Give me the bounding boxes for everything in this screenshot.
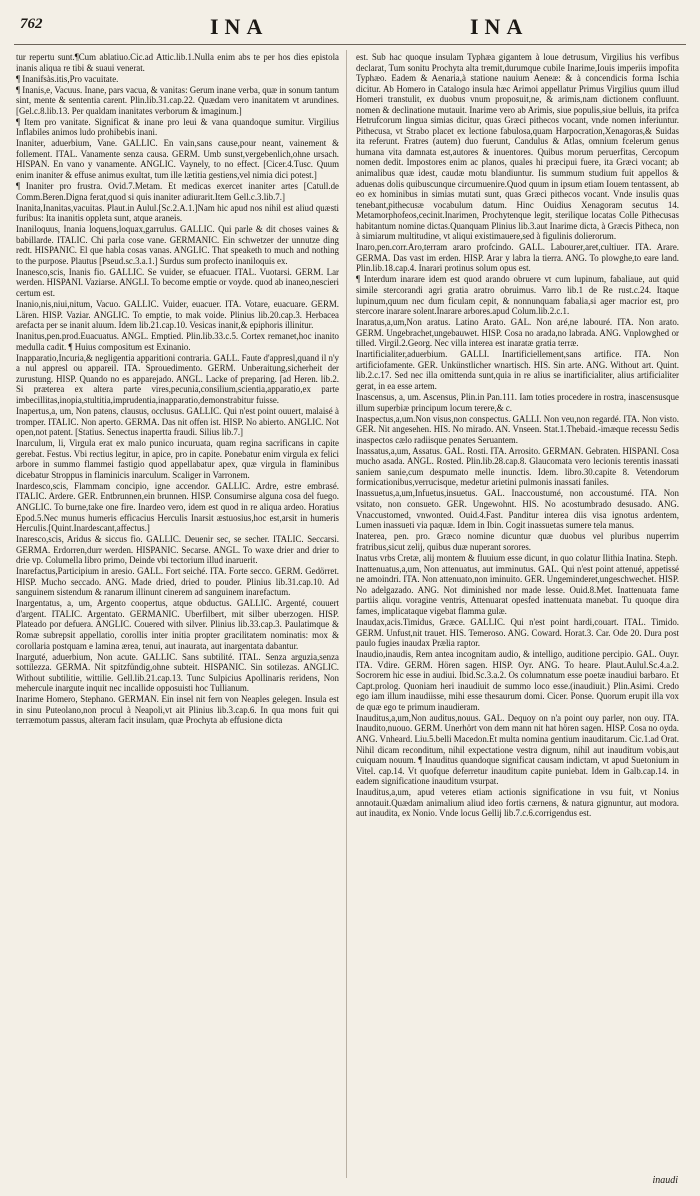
header-rule [14, 44, 686, 45]
dictionary-entry: Inattenuatus,a,um, Non attenuatus, aut imminutus. GAL. Qui n'est point attenué, appetissé ne amoindri. ITA. Non attenuato,non iminuito. GER. Ungeminderet,ungeschwechet. HISP. No adelgazado. ANG. Not diminished nor made lesse. Ouid.8.Met. Inattenuata fame partiis aliqu. voragine ventris, Attenuarat opesfed inattenuata manebat. Tu quoque dira fames, implicataque vigebat flamma gulæ. [356, 563, 679, 616]
dictionary-entry: Inanita,Inanitas,vacuitas. Plaut.in Aulul.[Sc.2.A.1.]Nam hic apud nos nihil est aliud quæsti furibus: Ita inanitis oppleta sunt, atque araneis. [16, 202, 339, 224]
dictionary-entry: Inardesco,scis, Flammam concipio, igne accendor. GALLIC. Ardre, estre embrasé. ITALIC. Ardere. GER. Entbrunnen,ein brunnen. HISP. Consumirse alguna cosa del fuego. ANGLIC. To burne,take one fire. Inardeo vero, idem est quod in re aliqua ardeo. Horatius Epod.5.Nec munus humeris efficacius Herculis Inarsit æstuosius,hoc est,arsit in humeris Herculis.[Quint.Inardescant,affectus.] [16, 480, 339, 534]
dictionary-entry: tur repertu sunt.¶Cum ablatiuo.Cic.ad Attic.lib.1.Nulla enim abs te per hos dies epistola inanis aliqua re tibi & suaui venerat. [16, 52, 339, 73]
dictionary-entry: Inargentatus, a, um, Argento coopertus, atque obductus. GALLIC. Argenté, couuert d'argent. ITALIC. Argentato. GERMANIC. Uberfilbert, mit silber uberzogen. HISP. Plateado por defuera. ANGLIC. Couered with silver. Plinius lib.33.cap.3. Paulatimque & Romæ subrepsit appellatio, corollis inter initia propter gracilitatem nominatis: mox & corollaria postquam e lamina ærea, tenui, aut inaurata, aut inargentata dabantur. [16, 598, 339, 651]
dictionary-entry: Inassatus,a,um, Assatus. GAL. Rosti. ITA. Arrosito. GERMAN. Gebraten. HISPANI. Cosa mucho asada. ANGL. Rosted. Plin.lib.28.cap.8. Glaucomata vero lecionis terentis inassati saniem sanie,cum despumato melle inunctis. Idem. libro.30.capite 8. Vetendorum formicationibus,verrucisque, medetur arietini pulmonis inassati faniles. [356, 445, 679, 488]
catchword: inaudi [652, 1175, 678, 1186]
column-divider [346, 50, 347, 1178]
left-column [16, 52, 339, 1177]
dictionary-entry: Inascensus, a, um. Ascensus, Plin.in Pan.111. Iam toties procedere in rostra, inascensusque illum superbiæ principum locum terere,& c. [356, 392, 679, 413]
dictionary-entry: Inapparatio,Incuria,& negligentia apparitioni contraria. GALL. Faute d'appresl,quand il n'y a nul appresl ou appareil. ITA. Sprouedimento. GERM. Unberaitung,sicherheit der zurustung. HISP. Quando no es apparejado. ANGL. Lacke of preparing. [ad Heren. lib.2. Si præterea ex altera parte vires,pecunia,consilium,scientia,apparatio,ex parte imbecillitas,inopia,stultitia,imprudentia,inapparatio,demonstrabitur fuisse. [16, 352, 339, 405]
dictionary-entry: Inaspectus,a,um.Non visus,non conspectus. GALLI. Non veu,non regardé. ITA. Non visto. GER. Nit angesehen. HIS. No mirado. AN. Vnseen. Stat.1.Thebaid.-imæque recessu Sedis inaspectos cælo radiisque penates Seruantem. [356, 413, 679, 445]
dictionary-entry: Inarguté, aduerbium, Non acute. GALLIC. Sans subtilité. ITAL. Senza arguzia,senza sottilezza. GERMA. Nit spitzfündig,ohne subteit. HISPANIC. Sin sotilezas. ANGLIC. Without subtilitie, wittilie. Gell.lib.21.cap.13. Tunc Sulpicius Apollinaris reridens, Non mehercule inargute inquit nec incallide opposuisti hoc Tullianum. [16, 651, 339, 694]
dictionary-entry: ¶ Inaniter pro frustra. Ovid.7.Metam. Et medicas exercet inaniter artes [Catull.de Comm.Beren.Digna ferat,quod si quis inaniter adiurarit.Item Gell.c.3.lib.7.] [16, 181, 339, 202]
dictionary-entry: Inauditus,a,um, apud veteres etiam actionis significatione in vsu fuit, vt Nonius annotauit.Quædam animalium aliud ideo fortis cærnens, & natura gignuntur, aut modora. aut inaudita, ex Nonio. Vnde locus Gellij lib.7.c.6.corrigendus est. [356, 787, 679, 819]
dictionary-entry: Inassuetus,a,um,Infuetus,insuetus. GAL. Inaccoustumé, non accoustumé. ITA. Non vsitato, non consueto. GER. Ungewohnt. HIS. No acostumbrado desusado. ANG. Vnaccustomed, vnwonted. Ouid.4.Fast. Panditur interea diis visa ignotus ardentem, Lumen inassueti via paquæ. Idem in Ibin. Cogit inassuetas sumere tela manus. [356, 488, 679, 531]
dictionary-entry: Inaterea, pen. pro. Græco nomine dicuntur quæ duobus vel pluribus nuperrim fratribus,sicut zelij, quibus duæ nuperant sorores. [356, 531, 679, 552]
dictionary-entry: Inaresco,scis, Aridus & siccus fio. GALLIC. Deuenir sec, se secher. ITALIC. Seccarsi. GERMA. Erdorren,durr werden. HISPANIC. Secarse. ANGL. To waxe drier and drier to drie vp. Columella libro primo, Deinde vbi tectorium illud inaruerit. [16, 534, 339, 566]
dictionary-entry: Inauditus,a,um,Non auditus,nouus. GAL. Dequoy on n'a point ouy parler, non ouy. ITA. Inaudito,nuouo. GERM. Unerhört von dem mann nit hat hören sagen. HISP. Cosa no oyda. ANG. Vnheard. Liu.5.belli Macedon.Et multa nomina gentium inauditarum. Cic.1.ad Orat. Nihil dicam reconditum, nihil expectatione vestra dignum, nihil aut inauditum vobis,aut cuiquam nouum. ¶ Inauditus quandoque significat causam indictam, vt apud Suetonium in Vitel. cap.14. Vt quofque deferretur inauditum capite puniebat. Idem in Galb.cap.14. in eadem significatione inauditum vsurpat. [356, 712, 679, 787]
dictionary-entry: Inapertus,a, um, Non patens, clausus, occlusus. GALLIC. Qui n'est point ouuert, malaisé à tromper. ITALIC. Non aperto. GERMA. Das nit offen ist. HISP. No abierto. ANGLIC. Not open,not patent. [Statius. Senectus inapertta fraudi. Silius lib.7.] [16, 406, 339, 438]
running-head-right: INA [470, 14, 529, 39]
dictionary-entry: ¶ Inanifsàs.itis,Pro vacuitate. [16, 73, 119, 84]
dictionary-entry: Inanitus,pen.prod.Euacuatus. ANGL. Emptied. Plin.lib.33.c.5. Cortex remanet,hoc inanito medulla cadit. ¶ Huius compositum est Exinanio. [16, 331, 339, 352]
dictionary-entry: Inaro,pen.corr.Aro,terram araro profcindo. GALL. Labourer,aret,cultiuer. ITA. Arare. GERMA. Das vast im erden. HISP. Arar y labra la tierra. ANG. To plowghe,to eare land. Plin.lib.18.cap.4. Inarari protinus solum opus est. [356, 242, 679, 274]
running-head-left: INA [210, 14, 269, 39]
right-column [356, 52, 679, 1177]
dictionary-entry: Inaniloquus, Inania loquens,loquax,garrulus. GALLIC. Qui parle & dit choses vaines & babillarde. ITALIC. Chi parla cose vane. GERMANIC. Ein schwetzer der unnutze ding redt. HISPANIC. El que habla cosas vanas. ANGLIC. That speaketh to much and nothing to the purpose. Plautus [Pseud.sc.3.a.1.] Surdus sum profecto inaniloquis ex. [16, 224, 339, 266]
dictionary-entry: Inaudio,inaudis, Rem antea incognitam audio, & intelligo, auditione percipio. GAL. Ouyr. ITA. Vdire. GERM. Hören sagen. HISP. Oyr. ANG. To heare. Plaut.Aulul.Sc.4.a.2. Socrorem hic esse in audiui. Ibid.Sc.3.a.2. Os columnatum esse poetæ inaudiui barbaro. Et Capt.prolog. Quoniam heri inaudiuit de summo loco esse.(inaudiuit.) Plin.Asimi. Credo ego iam illum inaudiisse, mihi esse thesaurum domi. Cicer. Ponse. Quorum erupit illa vox de quæ ego te primum inaudieram. [356, 649, 679, 712]
dictionary-entry: Inaudax,acis.Timidus, Græce. GALLIC. Qui n'est point hardi,couart. ITAL. Timido. GERM. Unfust,nit trauet. HIS. Temeroso. ANG. Coward. Horat.3. Car. Ode 20. Dura post paulo fugies inaudax Prælia raptor. [356, 616, 679, 649]
dictionary-entry: Inatus vrbs Cretæ, alij montem & fluuium esse dicunt, in quo colatur Ilithia Inatina. Steph. [356, 552, 678, 563]
dictionary-entry: ¶ Interdum inarare idem est quod arando obruere vt cum lupinum, fabaliaue, aut quid simile stercorandi agri gratia aratro obruimus. Varro lib.1 de Re rust.c.24. Itaque lupinum,quum nec dum ficulam cepit, & nonnunquam fabalia,si ager macrior est, pro stercore inarare solent.Inarare arbores.apud Colum.lib.2.c.1. [356, 274, 679, 317]
page-number: 762 [20, 16, 43, 32]
dictionary-entry: Inarefactus,Participium in aresio. GALL. Fort seiché. ITA. Forte secco. GERM. Gedörret. HISP. Mucho seccado. ANG. Made dried, dried to pouder. Plinius lib.31.cap.10. Ad sanguinem sistendum & ranarum illinunt cinerem ad sanguinem inarefactum. [16, 566, 339, 598]
dictionary-entry: Inarculum, li, Virgula erat ex malo punico incuruata, quam regina sacrificans in capite gerebat. Festus. Vbi rectius legitur, in apice, pro in capite. Ponebatur enim virgula ex felici arbore in summo flammei fastigio quod appellabatur apex, quæ virgula in flaminibus dicebatur Stroppus in flaminicis inarculum. Scaliger in Varronem. [16, 438, 339, 480]
dictionary-entry: Inanesco,scis, Inanis fio. GALLIC. Se vuider, se efuacuer. ITAL. Vuotarsi. GERM. Lar werden. HISPANI. Vaziarse. ANGLI. To become emptie or voyde. quod ab inaneo,nescieri certum est. [16, 266, 339, 299]
dictionary-entry: Inaniter, aduerbium, Vane. GALLIC. En vain,sans cause,pour neant, vainement & follement. ITAL. Vanamente senza causa. GERM. Umb sunst,vergebenlich,ohne ursach. HISPAN. En vano y vanamente. ANGLIC. Vaynely, to no effect. [Cicer.4.Tusc. Quum enim inaniter & effuse animus exultat, tum ille lætitia gestiens,vel nimia dici potest.] [16, 138, 339, 181]
dictionary-entry: Inarime Homero, Stephano. GERMAN. Ein insel nit fern von Neaples gelegen. Insula est in sinu Puteolano,non procul à Neapoli,vt ait Plinius lib.3.cap.6. In qua mons fuit qui terræmotum passus, alteram facit insulam, quæ Prochyta ab effusione dicta [16, 694, 339, 726]
dictionary-entry: Inartificialiter,aduerbium. GALLI. Inartificiellement,sans artifice. ITA. Non artificiofamente. GER. Unkünstlicher wnartisch. HIS. Sin arte. ANG. Without art. Quint. lib.2.c.17. Sed nec illa omittenda sunt,quia in re alius se inartificialiter, alius artificialiter gerat, in ea esse artem. [356, 349, 679, 391]
dictionary-entry: est. Sub hac quoque insulam Typhæa gigantem à loue detrusum, Virgilius his verfibus declarat, Tum sonitu Prochyta alta tremit,durumque cubile Inarime,Iouis imperiis impofita Typhæo. Eadem & Aenaria,à statione nauium Aeneæ: & à concendicis forma Ischia dicitur. Ab Homero in Catalogo insula hæc Arimoi appellatur Primus Virgilius quum illud Homeri transtulit, ex duobus vnum proposuit,ne, & arimis,nam dictionem confluunt. nomen & declinatione mutauit. Inarime vero ab Arimis, siue populis,siue belluis, ita prifca Hetrufcorum lingua simias dicitur, quas Græci pithecos vocant, vnde nomen inferiuntur. Pithecusa, vt Strabo placet ex lectione fabulosa,quam Harpocration,Xenagoras,& Suidas ita referunt. Fratres (autem) duo fuerunt, Candulus & Atlas, omnium fcelerum genus humana vita damnata est,autores & inuentores. Quibus morum peruerfitas, Cercopum nomen dedit. Impostores enim ac planos, quales hi præcipui fuere, ita Græci vocant; ab animalibus quæ idest, caudæ motu blandiuntur. Iis summum studium fuit appellos & aduenas dolis quibuscunque circumuenire.Quod quum in ipsum etiam Iouem tentassent, ab eo ex hominibus in simias mutati sunt, quas Græci pithecos vocant. Vnde insulis quas tenebant,pithecusæ vocabulum datum. Hinc Ouidius Xenagoram secutus 14. Metamorphofeos,cecinit.Inarimen, Prochytenque legit, sterilique locatas Colle Pithecusas habitantum nomine dictas.Quanquam Plinius lib.3.aut Inarime dicta, à Græcis Pitheca, non à simiarum multitudine, vt aliqui existimauere,sed à figulinis dolierorum. [356, 52, 679, 242]
dictionary-entry: ¶ Item pro vanitate. Significat & inane pro leui & vana quandoque sumitur. Virgilius Inflabiles animos ludo prohibebis inani. [16, 116, 339, 138]
dictionary-entry: Inanio,nis,niui,nitum, Vacuo. GALLIC. Vuider, euacuer. ITA. Votare, euacuare. GERM. Lären. HISP. Vaziar. ANGLIC. To emptie, to mak voide. Plinius lib.20.cap.3. Herbacea arefacta per se inanit aluum. Idem lib.21.cap.10. Vesicas inanit,& epiphoris illinitur. [16, 299, 339, 331]
dictionary-entry: Inaratus,a,um,Non aratus. Latino Arato. GAL. Non aré,ne labouré. ITA. Non arato. GERM. Ungebrachet,ungebauwet. HISP. Cosa no arada,no labrada. ANG. Vnplowghed or tilled. Virgil.2.Georg. Nec villa interea est inaratæ gratia terræ. [356, 317, 679, 349]
dictionary-entry: ¶ Inanis,e, Vacuus. Inane, pars vacua, & vanitas: Gerum inane verba, quæ in sonum tantum sint, mente & sententia carent. Plin.lib.31.cap.22. Quædam vero inanitatem vt arundines. [Gel.c.8.lib.13. Per qualdam inanitates verborum & imaginum.] [16, 84, 339, 116]
page-header [0, 14, 700, 40]
